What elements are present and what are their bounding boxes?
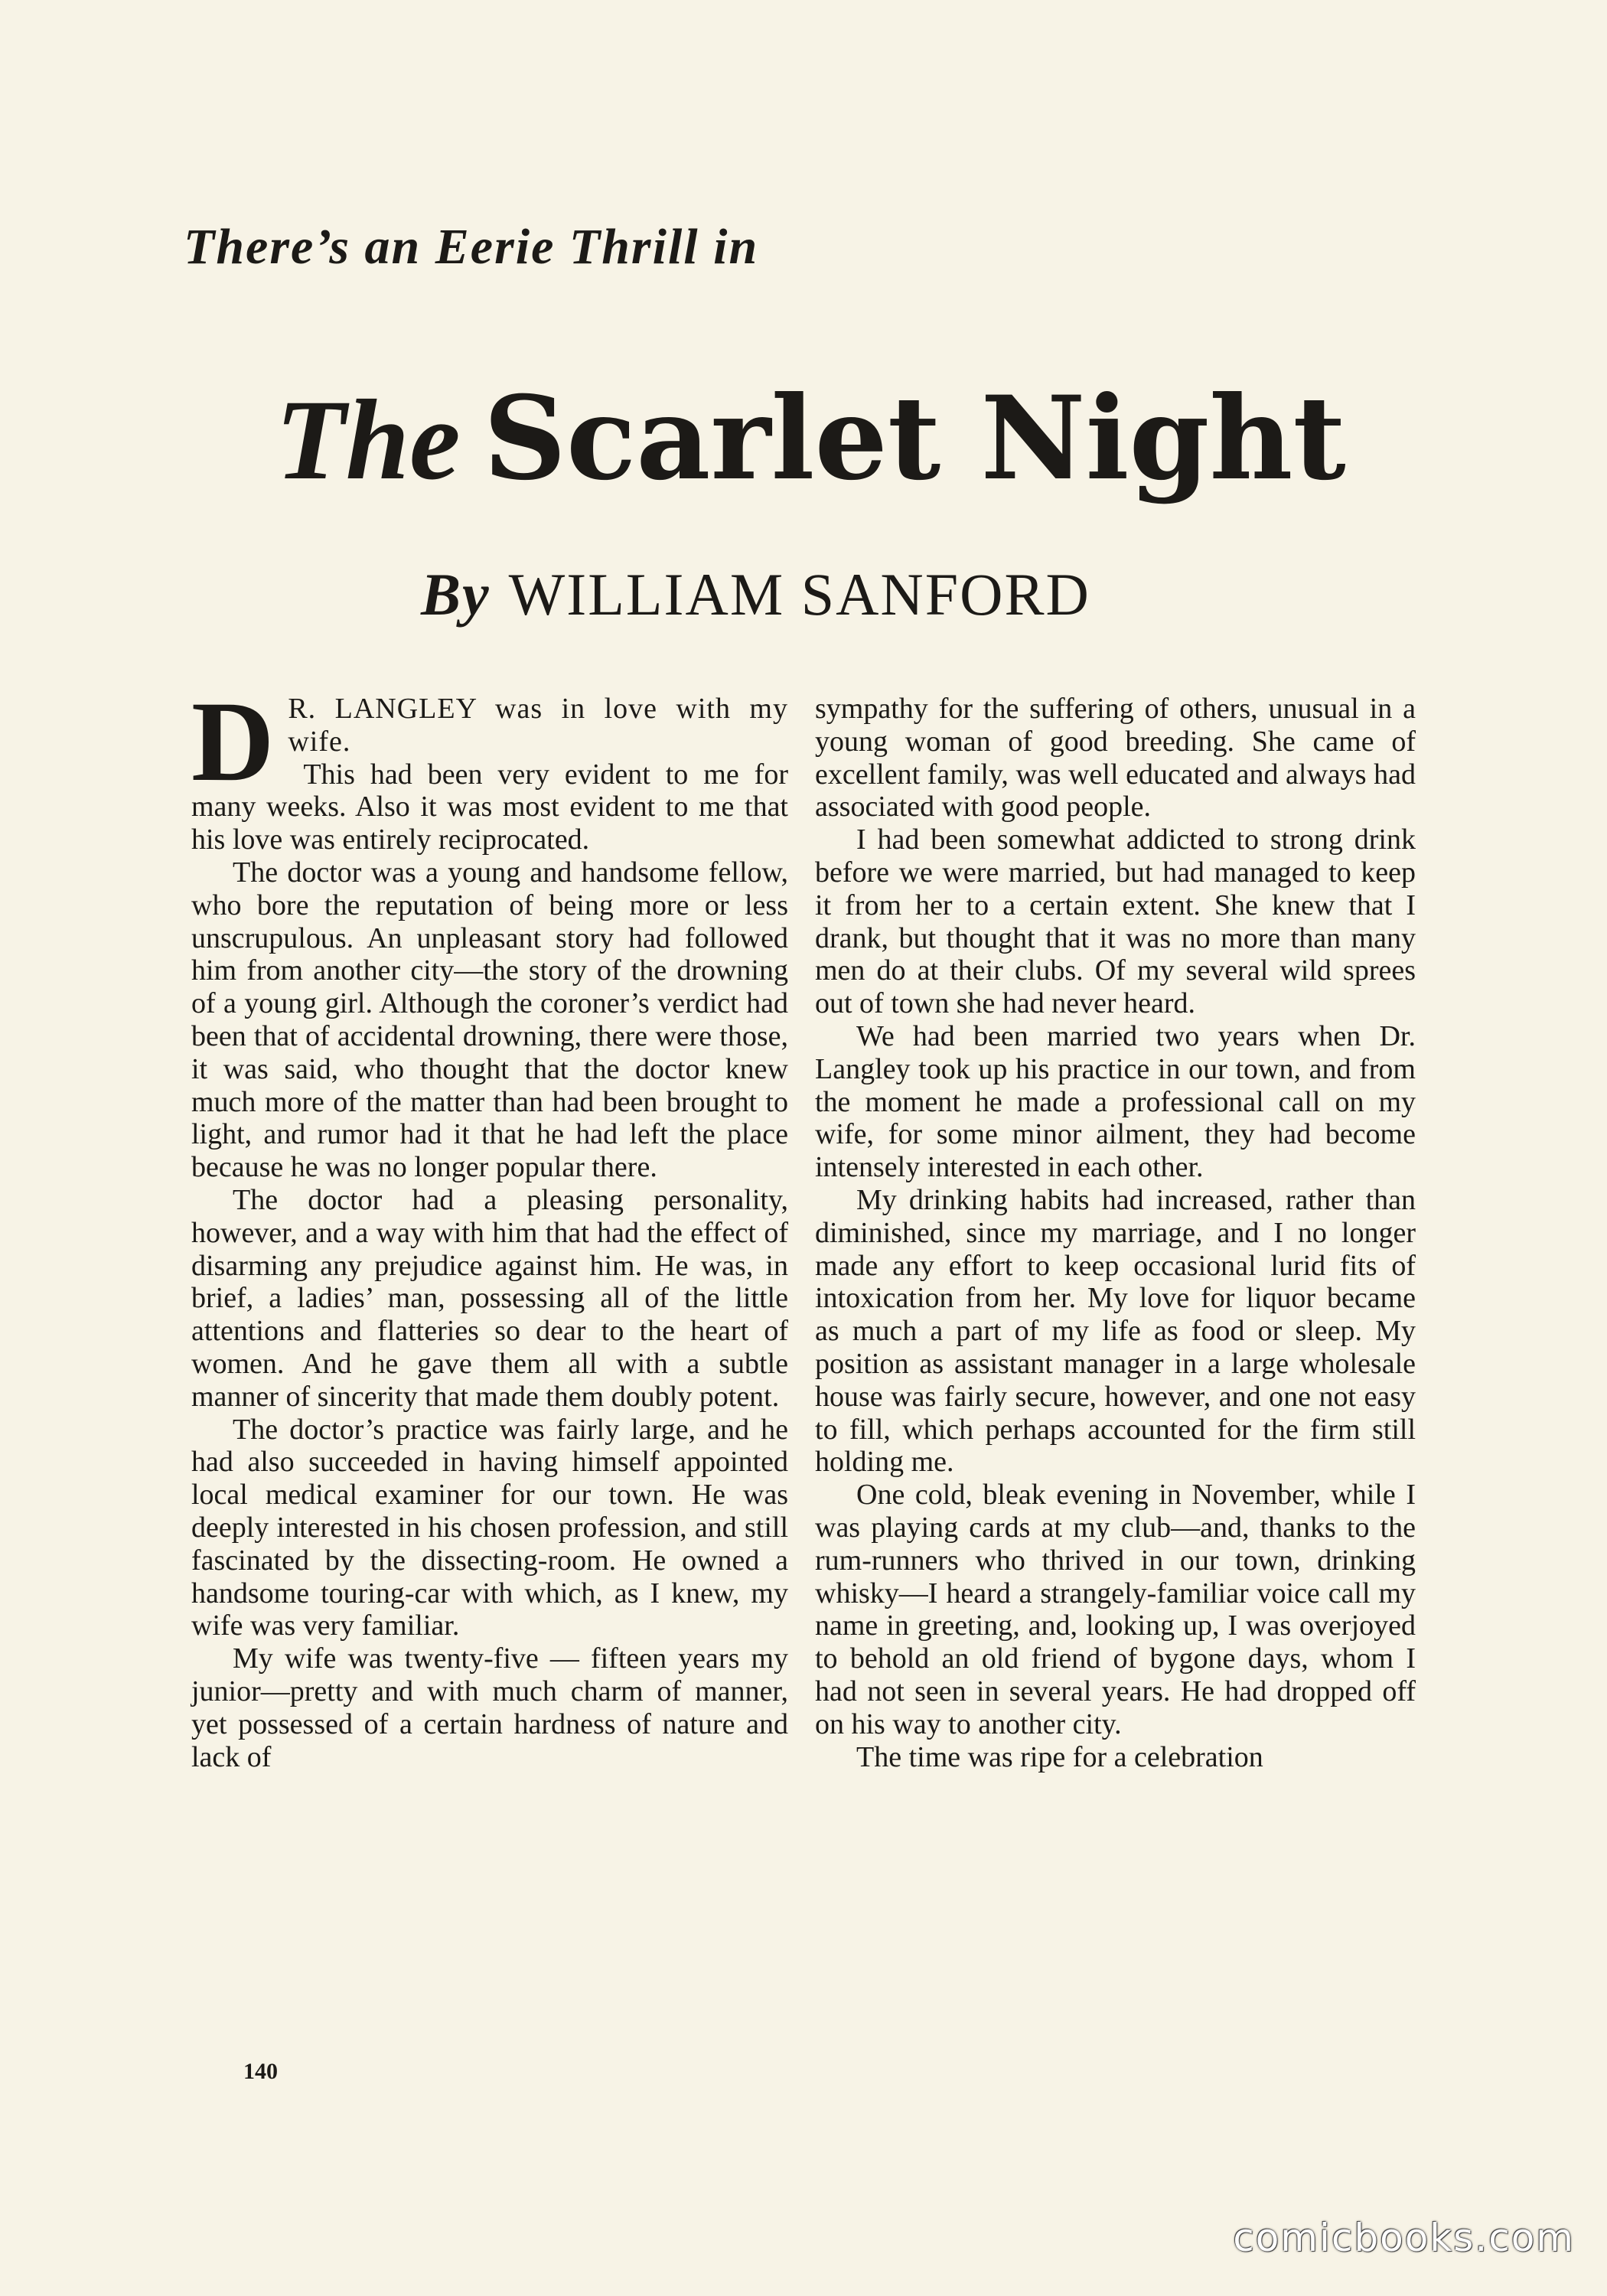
paragraph: The time was ripe for a celebration: [856, 1740, 1263, 1773]
source-watermark: comicbooks.com: [1233, 2216, 1575, 2260]
story-column-right: [815, 693, 1416, 1773]
paragraph: The doctor had a pleasing personality, however, and a way with him that had the effect of disarming any prejudice against him. He was, in brief, a ladies’ man, possessing all of the little attentions and flatteries so dear to the heart of women. And he gave them all with a subtle manner of sincerity that made them doubly potent.: [191, 1183, 788, 1413]
story-column-left: [191, 678, 788, 1773]
paragraph: I had been somewhat addicted to strong drink before we were married, but had managed to keep it from her to a certain extent. She knew that I drank, but thought that it was no more than many men do at their clubs. Of my several wild sprees out of town she had never heard.: [815, 823, 1416, 1020]
story-title: [275, 373, 1347, 505]
paragraph: My wife was twenty-five — fifteen years my junior—pretty and with much charm of manner, yet possessed of a certain hardness of nature and lack of: [191, 1642, 788, 1773]
paragraph: One cold, bleak evening in November, while I was playing cards at my club—and, thanks to the rum-runners who thrived in our town, drinking whisky—I heard a strangely-familiar voice call my name in greeting, and, looking up, I was overjoyed to behold an old friend of bygone days, whom I had not seen in several years. He had dropped off on his way to another city.: [815, 1479, 1416, 1740]
paragraph: This had been very evident to me for many weeks. Also it was most evident to me that his love was entirely reciprocated.: [191, 758, 788, 856]
page-number: 140: [243, 2059, 278, 2084]
title-main: Scarlet Night: [483, 371, 1346, 506]
byline-author: WILLIAM SANFORD: [508, 561, 1090, 628]
kicker-line: There’s an Eerie Thrill in: [184, 219, 759, 275]
paragraph: My drinking habits had increased, rather than diminished, since my marriage, and I no longer made any effort to keep occasional lurid fits of intoxication from her. My love for liquor became as much a part of my life as food or sleep. My position as assistant manager in a large wholesale house was fairly secure, however, and one not easy to fill, which perhaps accounted for the firm still holding me.: [815, 1183, 1416, 1479]
paragraph: We had been married two years when Dr. Langley took up his practice in our town, and from the moment he made a professional call on my wife, for some minor ailment, they had become intensely interested in each other.: [815, 1019, 1416, 1184]
title-prefix: The: [275, 377, 461, 504]
paragraph: The doctor’s practice was fairly large, and he had also succeeded in having himself appointed local medical examiner for our town. He was deeply interested in his chosen profession, and still fascinated by the dissecting-room. He owned a handsome touring-car with which, as I knew, my wife was very familiar.: [191, 1413, 788, 1642]
drop-cap: D: [191, 678, 275, 805]
byline-by: By: [421, 561, 491, 628]
paragraph: R. LANGLEY was in love with my wife.: [288, 693, 788, 758]
paragraph: The doctor was a young and handsome fellow, who bore the reputation of being more or less unscrupulous. An unpleasant story had followed him from another city—the story of the drowning of a young girl. Although the coroner’s verdict had been that of accidental drowning, there were those, it was said, who thought that the doctor knew much more of the matter than had been brought to light, and rumor had it that he had left the place because he was no longer popular there.: [191, 856, 788, 1184]
byline: [421, 560, 1090, 629]
paragraph: sympathy for the suffering of others, unusual in a young woman of good breeding. She came of excellent family, was well educated and always had associated with good people.: [815, 693, 1416, 823]
